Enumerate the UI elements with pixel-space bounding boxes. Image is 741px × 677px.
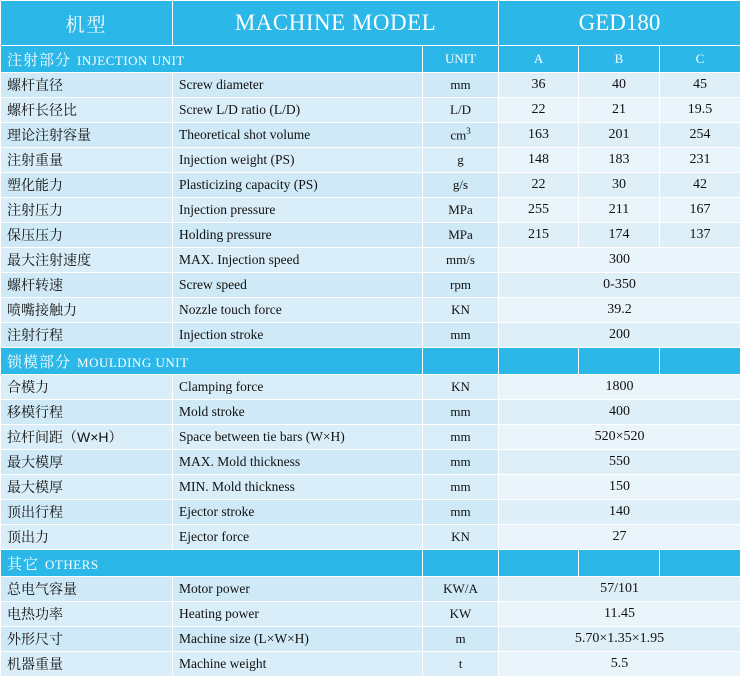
section-header-filler	[660, 550, 741, 577]
section-header-filler	[423, 550, 499, 577]
table-row	[1, 98, 741, 123]
row-unit: MPa	[423, 223, 499, 248]
row-label-en: Machine weight	[173, 652, 423, 677]
section-title-en: INJECTION UNIT	[77, 52, 185, 68]
row-unit: mm	[423, 475, 499, 500]
section-title	[1, 550, 423, 577]
table-row	[1, 627, 741, 652]
header-model: GED180	[499, 1, 741, 46]
row-label-cn: 移模行程	[1, 400, 173, 425]
row-unit: L/D	[423, 98, 499, 123]
row-value-b: 183	[579, 148, 660, 173]
row-label-cn: 最大模厚	[1, 450, 173, 475]
row-value-a: 148	[499, 148, 579, 173]
row-label-en: MIN. Mold thickness	[173, 475, 423, 500]
row-value-merged: 39.2	[499, 298, 741, 323]
section-title	[1, 348, 423, 375]
row-label-cn: 理论注射容量	[1, 123, 173, 148]
row-unit: KW	[423, 602, 499, 627]
row-label-en: MAX. Injection speed	[173, 248, 423, 273]
section-title	[1, 46, 423, 73]
row-label-cn: 塑化能力	[1, 173, 173, 198]
row-label-cn: 总电气容量	[1, 577, 173, 602]
row-label-en: Clamping force	[173, 375, 423, 400]
row-label-cn: 最大模厚	[1, 475, 173, 500]
row-value-merged: 200	[499, 323, 741, 348]
row-value-a: 255	[499, 198, 579, 223]
row-unit: rpm	[423, 273, 499, 298]
table-row	[1, 298, 741, 323]
column-header-a: A	[499, 46, 579, 73]
row-label-cn: 螺杆转速	[1, 273, 173, 298]
section-title-cn: 注射部分	[7, 51, 72, 69]
row-unit: mm	[423, 425, 499, 450]
row-unit: mm	[423, 323, 499, 348]
table-row	[1, 400, 741, 425]
section-header-filler	[499, 550, 579, 577]
row-value-merged: 140	[499, 500, 741, 525]
table-row	[1, 323, 741, 348]
row-label-cn: 保压压力	[1, 223, 173, 248]
row-value-a: 163	[499, 123, 579, 148]
row-label-en: Nozzle touch force	[173, 298, 423, 323]
section-title-cn: 锁模部分	[7, 353, 72, 371]
row-label-en: Injection pressure	[173, 198, 423, 223]
table-row	[1, 248, 741, 273]
table-row	[1, 198, 741, 223]
table-row	[1, 475, 741, 500]
section-header-filler	[579, 550, 660, 577]
section-header-filler	[423, 348, 499, 375]
row-unit: g	[423, 148, 499, 173]
row-value-a: 36	[499, 73, 579, 98]
table-row	[1, 148, 741, 173]
row-label-cn: 螺杆长径比	[1, 98, 173, 123]
row-label-en: Motor power	[173, 577, 423, 602]
table-row	[1, 425, 741, 450]
column-header-c: C	[660, 46, 741, 73]
column-header-unit: UNIT	[423, 46, 499, 73]
row-value-c: 45	[660, 73, 741, 98]
row-unit: g/s	[423, 173, 499, 198]
row-value-a: 22	[499, 173, 579, 198]
table-row	[1, 500, 741, 525]
column-header-b: B	[579, 46, 660, 73]
row-value-b: 40	[579, 73, 660, 98]
row-label-cn: 电热功率	[1, 602, 173, 627]
row-value-merged: 520×520	[499, 425, 741, 450]
row-label-en: Injection weight (PS)	[173, 148, 423, 173]
table-row	[1, 577, 741, 602]
row-value-b: 174	[579, 223, 660, 248]
row-label-en: Holding pressure	[173, 223, 423, 248]
row-value-b: 211	[579, 198, 660, 223]
row-label-en: Theoretical shot volume	[173, 123, 423, 148]
row-label-en: Screw speed	[173, 273, 423, 298]
row-label-en: Ejector stroke	[173, 500, 423, 525]
row-unit: m	[423, 627, 499, 652]
row-label-cn: 合模力	[1, 375, 173, 400]
row-value-merged: 5.5	[499, 652, 741, 677]
table-row	[1, 652, 741, 677]
row-value-b: 21	[579, 98, 660, 123]
row-label-en: MAX. Mold thickness	[173, 450, 423, 475]
row-value-merged: 5.70×1.35×1.95	[499, 627, 741, 652]
section-header-filler	[499, 348, 579, 375]
section-header-filler	[660, 348, 741, 375]
table-header-row	[1, 1, 741, 46]
row-value-merged: 400	[499, 400, 741, 425]
row-unit: KN	[423, 375, 499, 400]
row-label-cn: 螺杆直径	[1, 73, 173, 98]
row-label-en: Machine size (L×W×H)	[173, 627, 423, 652]
row-value-c: 254	[660, 123, 741, 148]
section-title-en: OTHERS	[45, 556, 99, 572]
row-label-cn: 喷嘴接触力	[1, 298, 173, 323]
header-title-cn: 机型	[1, 1, 173, 46]
row-unit: KN	[423, 525, 499, 550]
row-value-merged: 1800	[499, 375, 741, 400]
row-label-cn: 注射重量	[1, 148, 173, 173]
row-value-a: 22	[499, 98, 579, 123]
row-unit: mm	[423, 400, 499, 425]
row-label-cn: 外形尺寸	[1, 627, 173, 652]
table-row	[1, 73, 741, 98]
row-label-cn: 拉杆间距（W×H）	[1, 425, 173, 450]
row-value-a: 215	[499, 223, 579, 248]
table-row	[1, 123, 741, 148]
row-label-cn: 顶出力	[1, 525, 173, 550]
row-label-cn: 注射压力	[1, 198, 173, 223]
section-header-row	[1, 348, 741, 375]
section-header-row	[1, 46, 741, 73]
row-value-c: 42	[660, 173, 741, 198]
row-value-b: 30	[579, 173, 660, 198]
row-value-c: 137	[660, 223, 741, 248]
row-value-merged: 300	[499, 248, 741, 273]
table-row	[1, 450, 741, 475]
row-unit: mm	[423, 73, 499, 98]
table-row	[1, 173, 741, 198]
row-value-merged: 0-350	[499, 273, 741, 298]
row-value-b: 201	[579, 123, 660, 148]
row-value-merged: 11.45	[499, 602, 741, 627]
table-row	[1, 375, 741, 400]
table-row	[1, 525, 741, 550]
section-title-cn: 其它	[7, 555, 40, 573]
row-label-en: Screw diameter	[173, 73, 423, 98]
row-value-c: 167	[660, 198, 741, 223]
section-header-filler	[579, 348, 660, 375]
row-label-en: Plasticizing capacity (PS)	[173, 173, 423, 198]
row-value-c: 231	[660, 148, 741, 173]
row-value-merged: 57/101	[499, 577, 741, 602]
row-label-cn: 机器重量	[1, 652, 173, 677]
table-row	[1, 602, 741, 627]
row-value-c: 19.5	[660, 98, 741, 123]
row-value-merged: 550	[499, 450, 741, 475]
section-header-row	[1, 550, 741, 577]
row-unit: KW/A	[423, 577, 499, 602]
row-unit: $cm^3$	[423, 123, 499, 148]
row-unit: mm/s	[423, 248, 499, 273]
row-label-en: Injection stroke	[173, 323, 423, 348]
row-label-cn: 顶出行程	[1, 500, 173, 525]
row-unit: mm	[423, 450, 499, 475]
row-label-cn: 最大注射速度	[1, 248, 173, 273]
row-unit: t	[423, 652, 499, 677]
table-row	[1, 273, 741, 298]
row-label-cn: 注射行程	[1, 323, 173, 348]
row-value-merged: 150	[499, 475, 741, 500]
row-label-en: Ejector force	[173, 525, 423, 550]
row-unit: MPa	[423, 198, 499, 223]
row-unit: KN	[423, 298, 499, 323]
row-unit: mm	[423, 500, 499, 525]
table-row	[1, 223, 741, 248]
header-title-en: MACHINE MODEL	[173, 1, 499, 46]
row-label-en: Space between tie bars (W×H)	[173, 425, 423, 450]
row-value-merged: 27	[499, 525, 741, 550]
row-label-en: Mold stroke	[173, 400, 423, 425]
row-label-en: Heating power	[173, 602, 423, 627]
row-label-en: Screw L/D ratio (L/D)	[173, 98, 423, 123]
section-title-en: MOULDING UNIT	[77, 354, 189, 370]
